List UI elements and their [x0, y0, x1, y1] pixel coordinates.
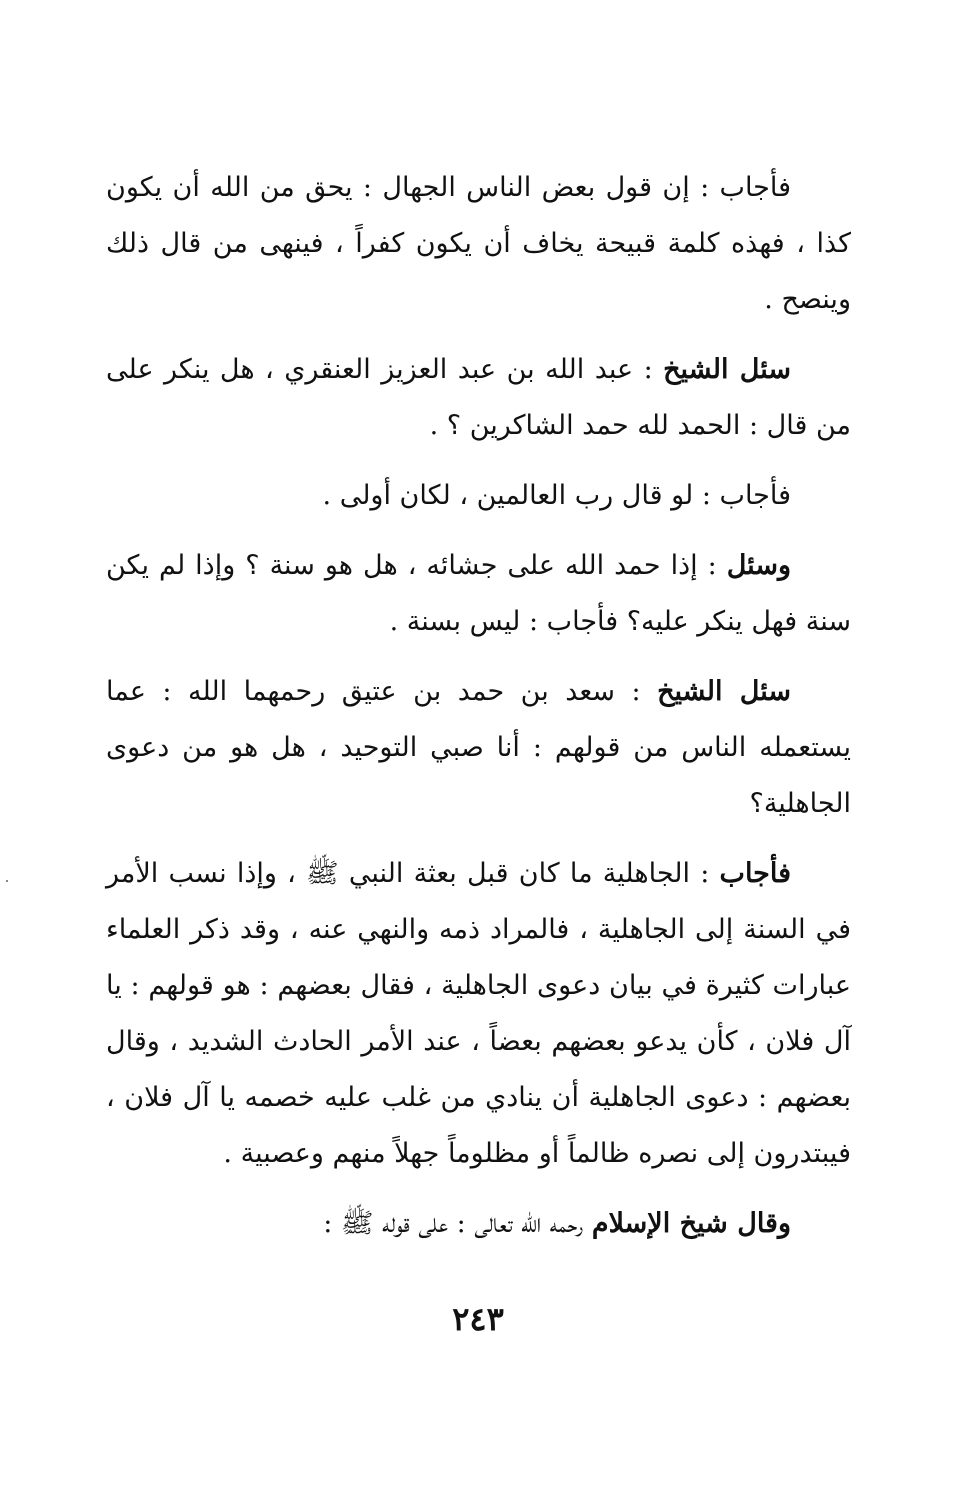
paragraph-text: : الجاهلية ما كان قبل بعثة النبي ﷺ ، وإذا نسب الأمر في السنة إلى الجاهلية ، فالمراد ذمه والنهي عنه ، وقد ذكر العلماء عبارات كثيرة في بيان دعوى الجاهلية ، فقال بعضهم : هو قولهم : يا آل فلان ، كأن يدعو بعضهم بعضاً ، عند الأمر الحادث الشديد ، وقال بعضهم : دعوى الجاهلية أن ينادي من غلب عليه خصمه يا آل فلان ، فيبتدرون إلى نصره ظالماً أو مظلوماً جهلاً منهم وعصبية .: [106, 858, 851, 1169]
page-body: [106, 160, 851, 1266]
paragraph-lead: سئل الشيخ: [657, 676, 792, 707]
paragraph-question-3: [106, 664, 851, 832]
paragraph-lead: وسئل: [726, 550, 791, 581]
paragraph-text: : سعد بن حمد بن عتيق رحمهما الله : عما يستعمله الناس من قولهم : أنا صبي التوحيد ، هل هو من دعوى الجاهلية؟: [106, 676, 851, 819]
paragraph-answer-1: [106, 160, 851, 328]
paragraph-quote-intro: [106, 1196, 851, 1252]
paragraph-lead: فأجاب: [719, 858, 791, 889]
page-number: ٢٤٣: [452, 1300, 504, 1338]
paragraph-question-1: [106, 342, 851, 454]
paragraph-lead: وقال شيخ الإسلام: [591, 1208, 791, 1239]
margin-speck: [6, 880, 8, 882]
paragraph-text: : عبد الله بن عبد العزيز العنقري ، هل ينكر على من قال : الحمد لله حمد الشاكرين ؟ .: [106, 354, 851, 441]
paragraph-lead: سئل الشيخ: [663, 354, 791, 385]
paragraph-answer-2: [106, 468, 851, 524]
paragraph-text: فأجاب : إن قول بعض الناس الجهال : يحق من الله أن يكون كذا ، فهذه كلمة قبيحة يخاف أن يكون كفراً ، فينهى من قال ذلك وينصح .: [106, 172, 851, 315]
paragraph-text: فأجاب : لو قال رب العالمين ، لكان أولى .: [322, 480, 791, 511]
paragraph-answer-3: [106, 846, 851, 1182]
paragraph-text: : إذا حمد الله على جشائه ، هل هو سنة ؟ وإذا لم يكن سنة فهل ينكر عليه؟ فأجاب : ليس بسنة .: [106, 550, 851, 637]
paragraph-question-2: [106, 538, 851, 650]
paragraph-text: رحمه الله تعالى : على قوله ﷺ :: [323, 1208, 592, 1239]
